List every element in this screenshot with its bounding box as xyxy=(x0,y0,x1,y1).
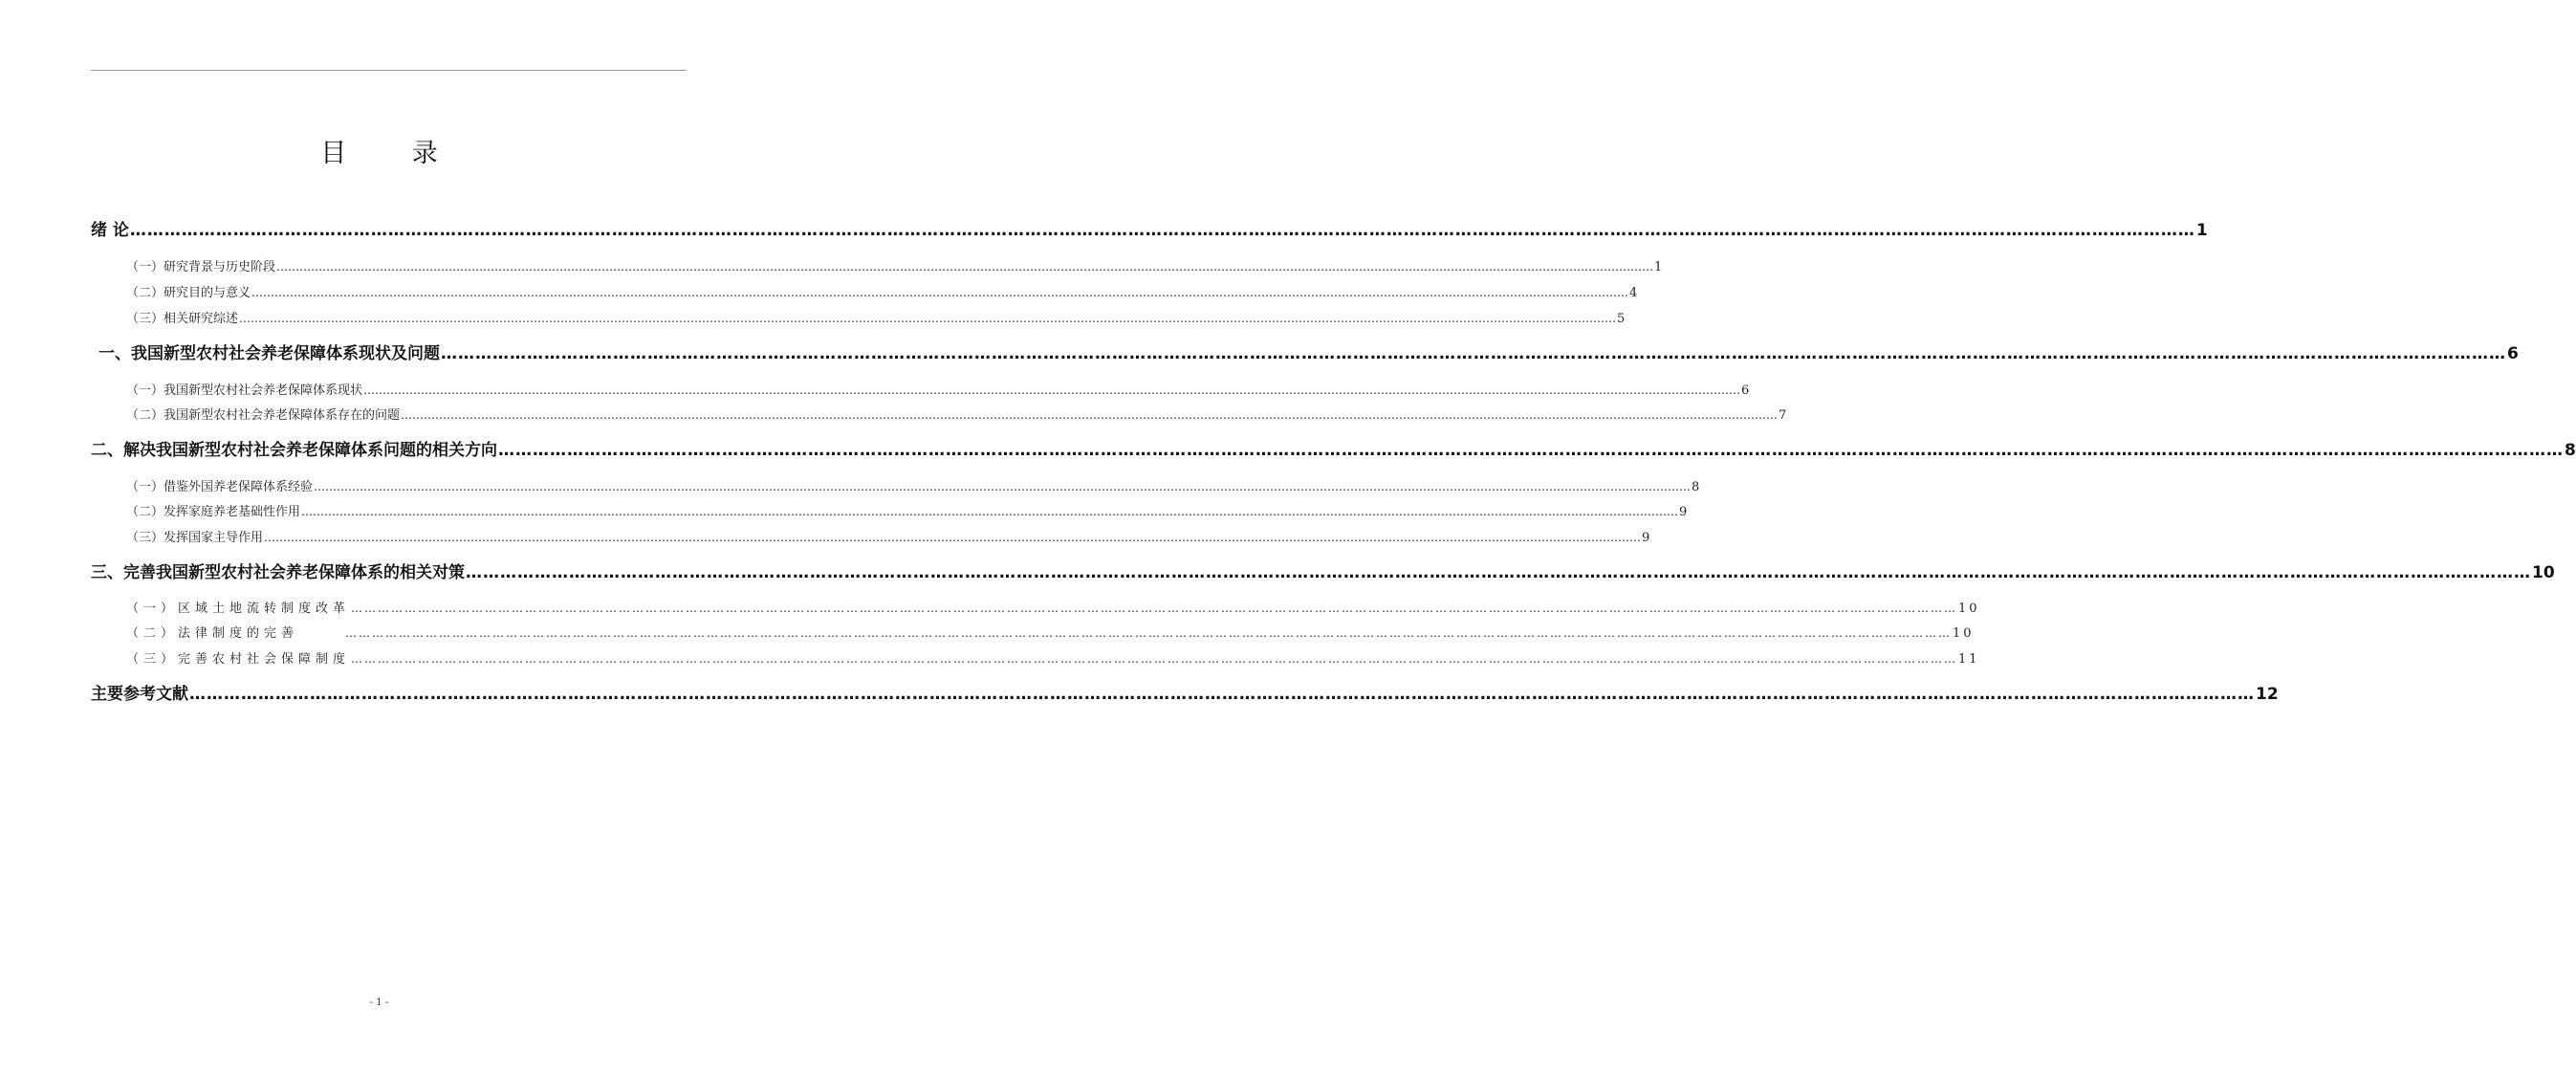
toc-entry-chapter-3-1[interactable] xyxy=(126,599,1980,618)
toc-entry-page: 1 xyxy=(1654,260,1663,274)
toc-entry-page: 8 xyxy=(2565,441,2576,460)
toc-leader: ……………………………………………………………………………………………………………………………………………………………………………………………………………………………………………………………………………………………………………………………… xyxy=(401,408,1779,422)
toc-entry-label: （二）法律制度的完善 xyxy=(126,626,299,641)
toc-entry-chapter-3-3[interactable] xyxy=(126,649,1980,668)
toc-leader: ……………………………………………………………………………………………………………………………………………………………………………………………………………………………………………………………………………………………………………………………… xyxy=(314,480,1692,493)
toc-entry-intro-1[interactable] xyxy=(126,257,1663,276)
toc-entry-label: （一）借鉴外国养老保障体系经验 xyxy=(126,480,314,494)
toc-entry-label: （三）相关研究综述 xyxy=(126,312,239,326)
toc-entry-label: 三、完善我国新型农村社会养老保障体系的相关对策 xyxy=(91,563,465,582)
toc-entry-page: 9 xyxy=(1679,505,1688,519)
toc-leader: ……………………………………………………………………………………………………………………………………………………………………………………………………………………………………………………………………………………………………………………………… xyxy=(264,531,1642,544)
toc-entry-intro[interactable] xyxy=(91,219,2208,242)
page-title: 目 录 xyxy=(320,139,467,168)
toc-entry-chapter-2-1[interactable] xyxy=(126,477,1700,496)
toc-leader: ……………………………………………………………………………………………………………………………………………………………………………………………………………………………………………………………………………………………………………………………… xyxy=(498,441,2564,460)
toc-entry-label: 绪 论 xyxy=(91,221,129,240)
toc-entry-chapter-2-3[interactable] xyxy=(126,528,1650,547)
toc-entry-chapter-3[interactable] xyxy=(91,561,2555,584)
toc-leader: ……………………………………………………………………………………………………………………………………………………………………………………………………………………………………………………………………………………………………………………………… xyxy=(276,260,1654,274)
toc-entry-page: 7 xyxy=(1779,408,1787,423)
toc-entry-page: 4 xyxy=(1629,286,1638,300)
toc-entry-label: （三）完善农村社会保障制度 xyxy=(126,652,351,667)
toc-entry-page: 10 xyxy=(1953,626,1975,641)
toc-entry-page: 10 xyxy=(2532,563,2555,582)
toc-entry-label: 二、解决我国新型农村社会养老保障体系问题的相关方向 xyxy=(91,441,497,460)
toc-entry-label: （二）我国新型农村社会养老保障体系存在的问题 xyxy=(126,408,401,423)
toc-entry-page: 12 xyxy=(2256,685,2279,704)
toc-entry-label: （二）发挥家庭养老基础性作用 xyxy=(126,505,301,519)
toc-entry-page: 5 xyxy=(1617,312,1626,326)
toc-entry-page: 9 xyxy=(1642,531,1650,545)
toc-leader: ……………………………………………………………………………………………………………………………………………………………………………………………………………………………………………………………………………………………………………………………… xyxy=(189,685,2255,704)
toc-entry-references[interactable] xyxy=(91,683,2279,706)
toc-leader: ……………………………………………………………………………………………………………………………………………………………………………………………………………………………………………………………………………………………………………………………… xyxy=(251,286,1629,299)
toc-leader: ……………………………………………………………………………………………………………………………………………………………………………………………………………………………………………………………………………………………………………………………… xyxy=(351,652,1958,666)
toc-entry-intro-2[interactable] xyxy=(126,283,1638,302)
page-number: - 1 - xyxy=(369,997,389,1008)
toc-entry-chapter-3-2[interactable] xyxy=(126,624,1975,643)
toc-leader: ……………………………………………………………………………………………………………………………………………………………………………………………………………………………………………………………………………………………………………………………… xyxy=(363,383,1741,397)
toc-leader: ……………………………………………………………………………………………………………………………………………………………………………………………………………………………………………………………………………………………………………………………… xyxy=(466,563,2531,582)
toc-entry-page: 6 xyxy=(2507,344,2519,363)
toc-entry-label: 一、我国新型农村社会养老保障体系现状及问题 xyxy=(98,344,440,363)
toc-entry-page: 11 xyxy=(1958,652,1980,667)
toc-entry-label: 主要参考文献 xyxy=(91,685,188,704)
toc-entry-page: 8 xyxy=(1692,480,1700,494)
toc-leader: ……………………………………………………………………………………………………………………………………………………………………………………………………………………………………………………………………………………………………………………………… xyxy=(441,344,2506,363)
toc-entry-chapter-2-2[interactable] xyxy=(126,502,1688,521)
toc-leader: ……………………………………………………………………………………………………………………………………………………………………………………………………………………………………………………………………………………………………………………………… xyxy=(129,221,2195,240)
toc-leader: ……………………………………………………………………………………………………………………………………………………………………………………………………………………………………………………………………………………………………………………………… xyxy=(239,312,1617,325)
toc-leader: ……………………………………………………………………………………………………………………………………………………………………………………………………………………………………………………………………………………………………………………………… xyxy=(301,505,1679,518)
toc-entry-label: （三）发挥国家主导作用 xyxy=(126,531,264,545)
toc-entry-chapter-1-1[interactable] xyxy=(126,381,1750,400)
toc-entry-label: （一）区域土地流转制度改革 xyxy=(126,602,351,616)
toc-entry-page: 6 xyxy=(1741,383,1750,398)
toc-entry-page: 10 xyxy=(1958,602,1980,616)
toc-leader: ……………………………………………………………………………………………………………………………………………………………………………………………………………………………………………………………………………………………………………………………… xyxy=(345,626,1953,640)
toc-entry-label: （一）我国新型农村社会养老保障体系现状 xyxy=(126,383,363,398)
toc-entry-chapter-2[interactable] xyxy=(91,439,2576,462)
toc-entry-chapter-1[interactable] xyxy=(98,342,2519,365)
toc-entry-page: 1 xyxy=(2195,221,2208,240)
toc-leader: ……………………………………………………………………………………………………………………………………………………………………………………………………………………………………………………………………………………………………………………………… xyxy=(351,602,1958,615)
toc-entry-intro-3[interactable] xyxy=(126,309,1626,328)
toc-entry-label: （一）研究背景与历史阶段 xyxy=(126,260,276,274)
toc-entry-chapter-1-2[interactable] xyxy=(126,405,1787,425)
toc-entry-label: （二）研究目的与意义 xyxy=(126,286,251,300)
